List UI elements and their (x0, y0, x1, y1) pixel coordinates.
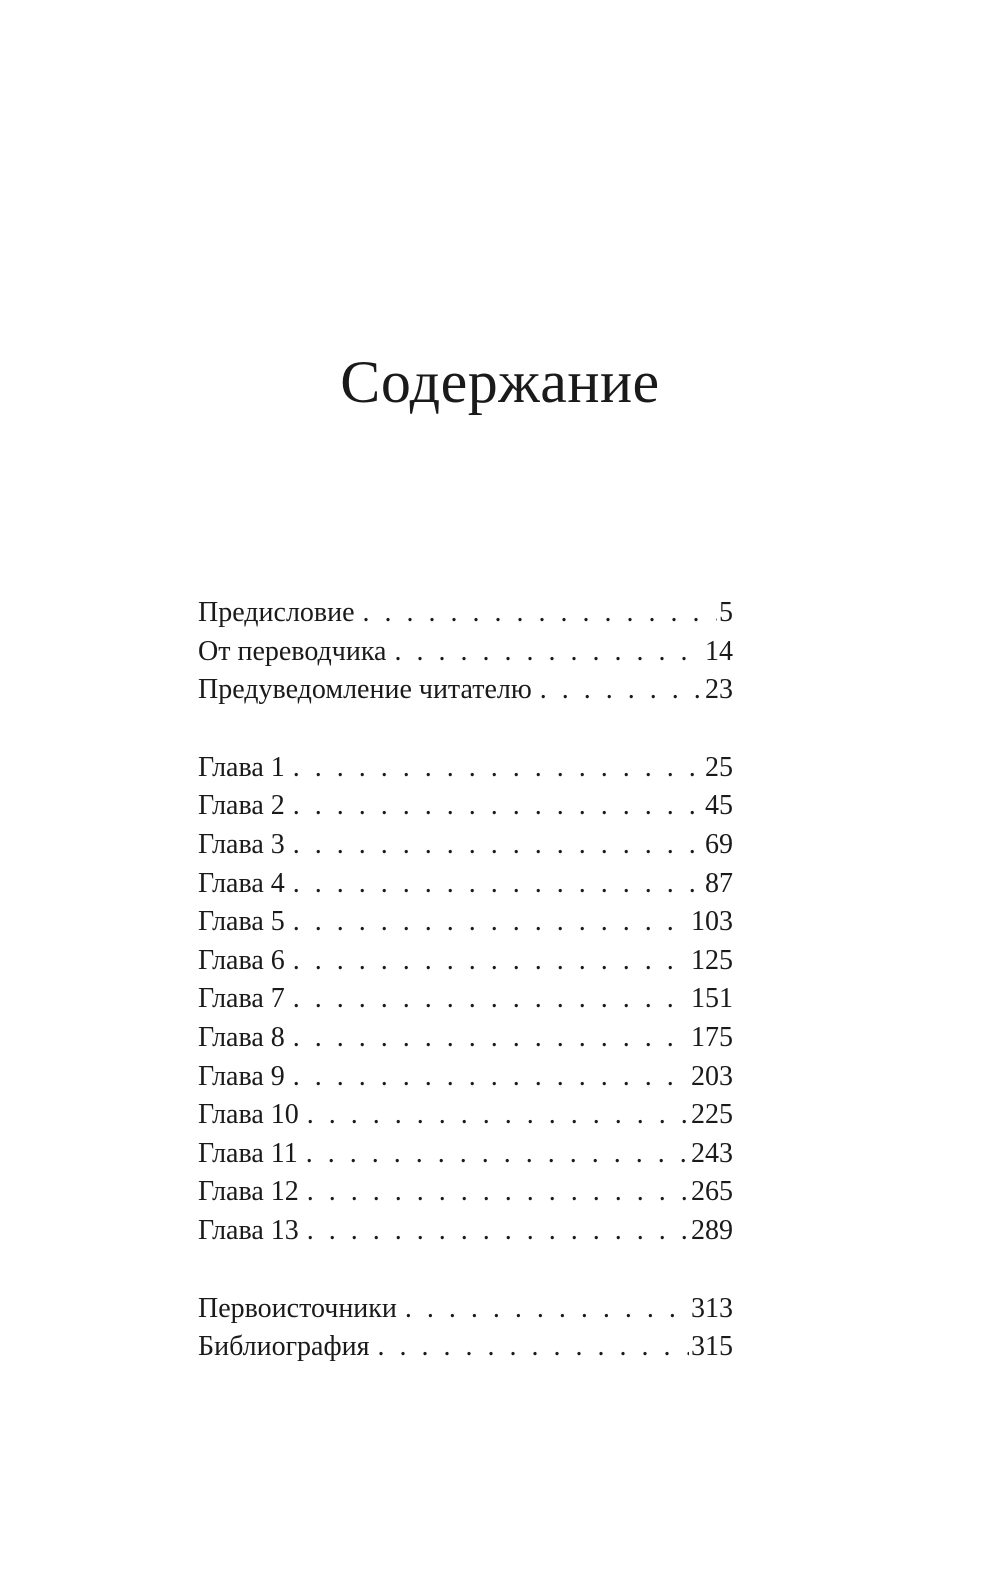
toc-entry-label: Глава 2 (198, 790, 285, 822)
dot-leader (405, 1290, 689, 1329)
toc-entry-page-number: 45 (705, 790, 733, 822)
toc-entry-label: Глава 10 (198, 1099, 299, 1131)
toc-entry-label: Предуведомление читателю (198, 674, 532, 706)
toc-entry-label: Глава 9 (198, 1060, 285, 1092)
toc-entry-page-number: 69 (705, 828, 733, 860)
toc-entry-page-number: 5 (719, 597, 733, 628)
toc-entry (198, 1135, 733, 1174)
dot-leader (307, 1212, 689, 1251)
toc-entry-page-number: 265 (691, 1176, 733, 1208)
dot-leader (307, 1173, 689, 1212)
dot-leader (293, 826, 703, 865)
toc-entry (198, 749, 733, 788)
toc-entry-page-number: 14 (705, 635, 733, 667)
toc-entry (198, 1019, 733, 1058)
page-title: Содержание (340, 349, 660, 415)
toc-entry (198, 594, 733, 633)
toc-entry-label: Предисловие (198, 597, 355, 628)
toc-entry-label: Глава 13 (198, 1214, 299, 1246)
dot-leader (306, 1135, 689, 1174)
toc-entry-label: Глава 1 (198, 751, 285, 783)
toc-entry-label: Глава 7 (198, 983, 285, 1015)
toc-entry (198, 633, 733, 672)
dot-leader (378, 1328, 690, 1367)
toc-entry (198, 1173, 733, 1212)
dot-leader (307, 1096, 689, 1135)
toc-entry-page-number: 315 (691, 1331, 733, 1363)
dot-leader (540, 671, 703, 710)
toc-entry-page-number: 125 (691, 944, 733, 976)
toc-entry (198, 903, 733, 942)
toc-entry-page-number: 289 (691, 1214, 733, 1246)
dot-leader (293, 865, 703, 904)
dot-leader (293, 1019, 689, 1058)
toc-entry-label: Глава 11 (198, 1137, 298, 1169)
toc-entry (198, 1290, 733, 1329)
toc-entry-page-number: 203 (691, 1060, 733, 1092)
toc-entry-page-number: 243 (691, 1137, 733, 1169)
toc-entry (198, 1096, 733, 1135)
dot-leader (293, 942, 689, 981)
toc-entry-label: Глава 12 (198, 1176, 299, 1208)
toc-entry-label: Первоисточники (198, 1292, 397, 1324)
toc-back-matter (198, 1290, 733, 1367)
toc-entry-label: Глава 5 (198, 906, 285, 938)
toc-entry-page-number: 103 (691, 906, 733, 938)
dot-leader (293, 980, 689, 1019)
toc-entry (198, 826, 733, 865)
toc-entry (198, 865, 733, 904)
toc-entry-label: Глава 4 (198, 867, 285, 899)
dot-leader (293, 1058, 689, 1097)
toc-entry-page-number: 313 (691, 1292, 733, 1324)
toc-entry-page-number: 225 (691, 1099, 733, 1131)
toc-entry-page-number: 25 (705, 751, 733, 783)
toc-entry-label: Глава 6 (198, 944, 285, 976)
toc-entry (198, 787, 733, 826)
table-of-contents (198, 594, 733, 1367)
toc-entry-label: Глава 3 (198, 828, 285, 860)
dot-leader (293, 749, 703, 788)
toc-entry-page-number: 175 (691, 1021, 733, 1053)
toc-entry-page-number: 87 (705, 867, 733, 899)
toc-entry-page-number: 151 (691, 983, 733, 1015)
dot-leader (394, 633, 703, 672)
toc-entry-label: От переводчика (198, 635, 387, 667)
dot-leader (363, 594, 717, 633)
toc-chapters (198, 749, 733, 1251)
toc-entry-page-number: 23 (705, 674, 733, 706)
toc-entry (198, 942, 733, 981)
toc-entry (198, 1058, 733, 1097)
toc-entry-label: Глава 8 (198, 1021, 285, 1053)
toc-front-matter (198, 594, 733, 710)
dot-leader (293, 903, 689, 942)
toc-entry (198, 1328, 733, 1367)
toc-entry (198, 1212, 733, 1251)
toc-entry-label: Библиография (198, 1331, 370, 1363)
dot-leader (293, 787, 703, 826)
toc-entry (198, 671, 733, 710)
toc-entry (198, 980, 733, 1019)
